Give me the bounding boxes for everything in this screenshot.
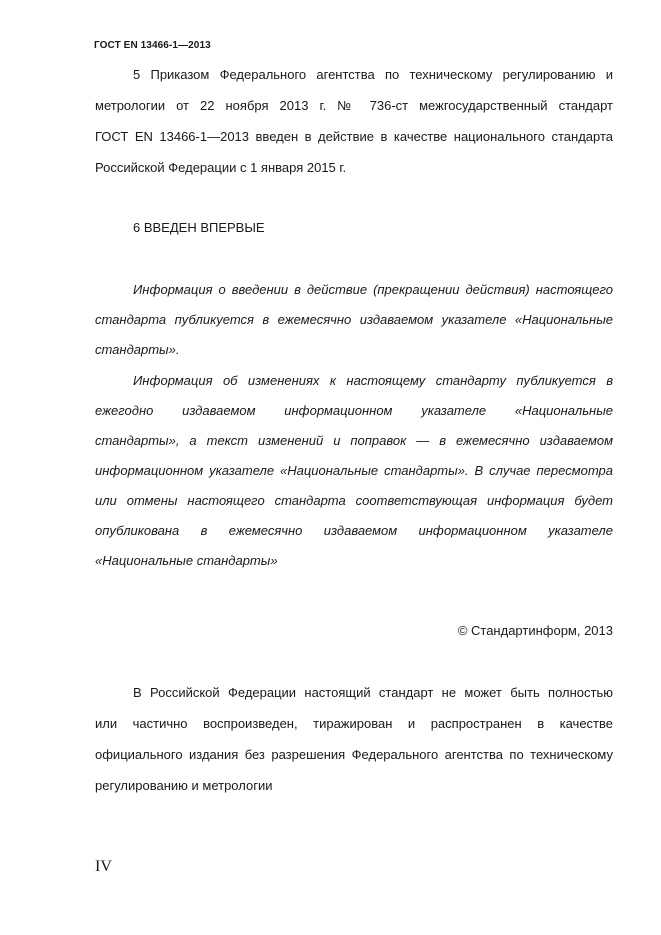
paragraph-line: Информация о введении в действие (прекращении действия) настоящего [133,282,613,297]
paragraph-line: ежегодно издаваемом информационном указателе «Национальные [95,403,613,418]
paragraph-line: Российской Федерации с 1 января 2015 г. [95,160,347,175]
paragraph-line: стандарта публикуется в ежемесячно издаваемом указателе «Национальные [95,312,613,327]
reproduction-notice-paragraph [95,677,613,801]
paragraph-line: или частично воспроизведен, тиражирован и распространен в качестве [95,716,613,731]
paragraph-line: В Российской Федерации настоящий стандарт не может быть полностью [133,685,613,700]
paragraph-line: Информация об изменениях к настоящему стандарту публикуется в [133,373,613,388]
paragraph-line: официального издания без разрешения Федерального агентства по техническому [95,747,613,762]
info-paragraph-1 [95,275,613,365]
copyright-notice: © Стандартинформ, 2013 [457,623,613,638]
section-6-heading: 6 ВВЕДЕН ВПЕРВЫЕ [133,220,265,235]
paragraph-line: «Национальные стандарты» [95,553,278,568]
paragraph-line: 5 Приказом Федерального агентства по техническому регулированию и [133,67,613,82]
document-code-header: ГОСТ EN 13466-1—2013 [94,40,211,51]
paragraph-line: стандарты», а текст изменений и поправок — в ежемесячно издаваемом [95,433,613,448]
paragraph-line: регулированию и метрологии [95,778,273,793]
paragraph-line: ГОСТ EN 13466-1—2013 введен в действие в качестве национального стандарта [95,129,613,144]
paragraph-line: опубликована в ежемесячно издаваемом информационном указателе [95,523,613,538]
paragraph-line: информационном указателе «Национальные стандарты». В случае пересмотра [95,463,613,478]
page-number: IV [95,858,112,875]
info-paragraph-2 [95,366,613,576]
section-5-paragraph [95,59,613,183]
paragraph-line: стандарты». [95,342,180,357]
paragraph-line: или отмены настоящего стандарта соответствующая информация будет [95,493,613,508]
paragraph-line: метрологии от 22 ноября 2013 г. № 736-ст межгосударственный стандарт [95,98,613,113]
